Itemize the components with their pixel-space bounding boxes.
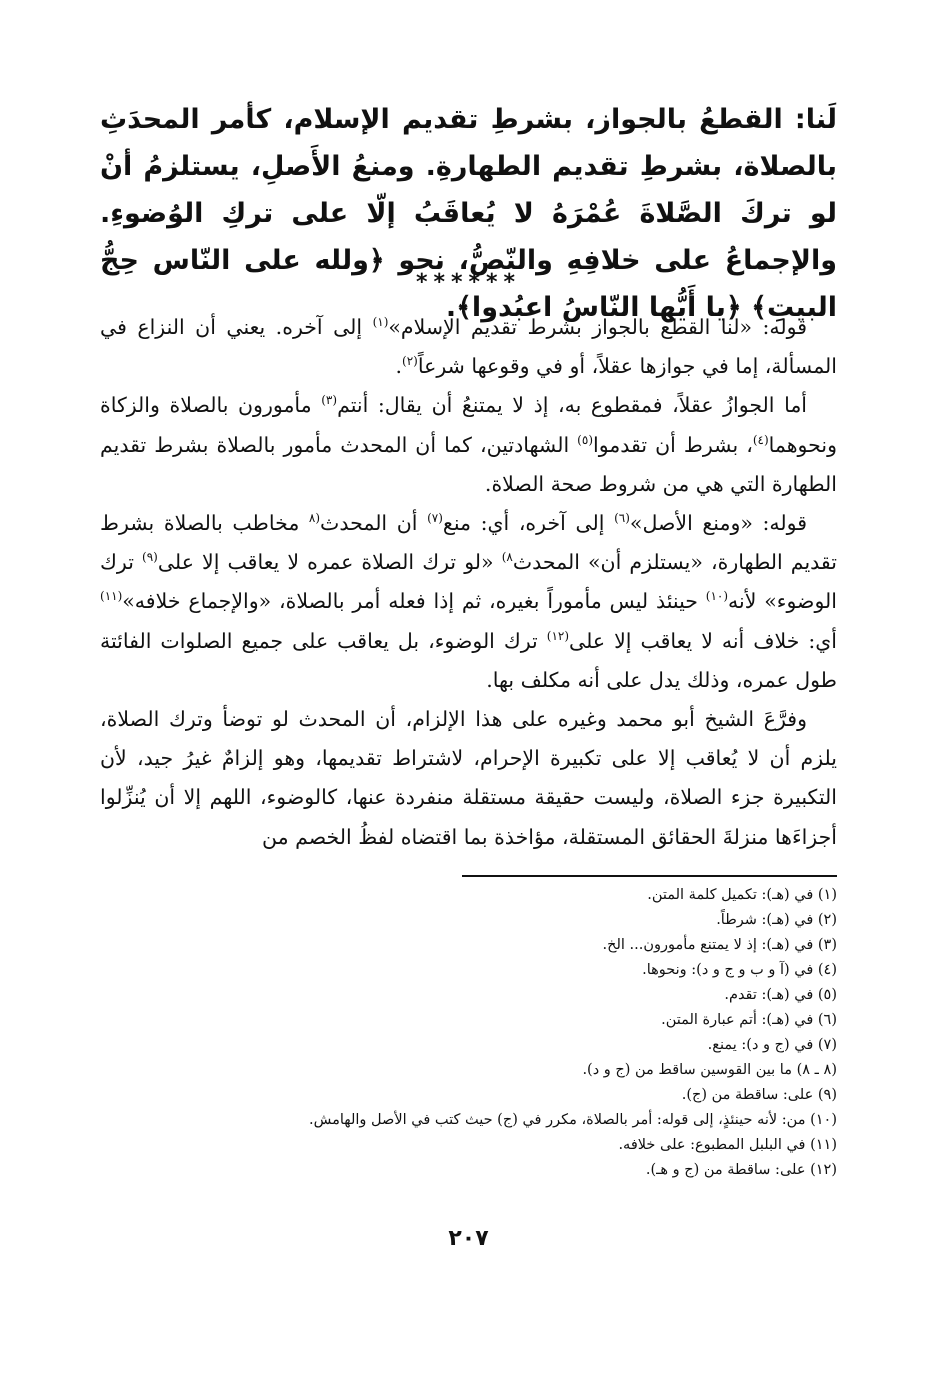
commentary-text: . — [395, 354, 403, 379]
footnote-item: (١) في (هـ): تكميل كلمة المتن. — [647, 887, 837, 903]
commentary-text: أي: خلاف أنه لا يعاقب إلا على — [569, 628, 838, 653]
footnote-ref: (٨ — [308, 511, 321, 526]
section-separator: ****** — [415, 270, 522, 295]
footnote-ref: (١٢) — [546, 628, 570, 643]
footnote-ref: (١) — [372, 315, 389, 330]
footnote-ref: (١١) — [100, 589, 123, 604]
commentary-paragraph-1 — [100, 308, 837, 386]
commentary-text: ، بشرط أن تقدموا — [593, 432, 753, 457]
footnote-ref: (٣) — [321, 393, 338, 408]
footnote-item: (٩) على: ساقطة من (ج). — [681, 1087, 837, 1103]
footnotes-list — [100, 883, 837, 1183]
matn-paragraph: لَنا: القطعُ بالجواز، بشرطِ تقديم الإسلام، كأمر المحدَثِ بالصلاة، بشرطِ تقديم الطهارةِ. ومنعُ الأَصلِ، يستلزمُ أنْ لو تركَ الصَّلاةَ عُمْرَهُ لا يُعاقَبُ إلّا على تركِ الوُضوءِ. والإجماعُ على خلافِهِ والنّصُّ، نحو ﴿ولله على النّاس حِجُّ البيتِ﴾ ﴿يا أَيُّها النّاسُ اعبُدوا﴾. — [100, 104, 837, 323]
commentary-paragraph-2 — [100, 386, 837, 504]
footnote-item: (٥) في (هـ): تقدم. — [724, 987, 837, 1003]
footnote-ref: (٢) — [402, 354, 418, 369]
commentary-paragraph-4: وفرَّعَ الشيخ أبو محمد وغيره على هذا الإلزام، أن المحدث لو توضأ وترك الصلاة، يلزم أن لا يُعاقب إلا على تكبيرة الإحرام، لاشتراط تقديمها، وهو إلزامٌ غيرُ جيد، لأن التكبيرة جزء الصلاة، وليست حقيقة مستقلة منفردة عنها، كالوضوء، اللهم إلا أن يُنزِّلوا أجزاءَها منزلةَ الحقائق المستقلة، مؤاخذة بما اقتضاه لفظُ الخصم من — [100, 707, 837, 849]
footnote-ref: (٩) — [142, 550, 158, 565]
commentary-text: مأمورون بالصلاة والزكاة ونحوهما — [100, 393, 837, 457]
footnote-ref: (٧) — [427, 511, 443, 526]
matn-text-block — [100, 96, 837, 331]
commentary-text: الشهادتين، كما أن المحدث مأمور بالصلاة بشرط تقديم الطهارة التي هي من شروط صحة الصلاة. — [100, 432, 837, 496]
commentary-text: ترك الوضوء» لأنه — [100, 550, 837, 614]
footnote-divider — [462, 875, 837, 877]
footnote-item: (٤) في (آ و ب و ج و د): ونحوها. — [642, 962, 837, 978]
commentary-text: أما الجوازُ عقلاً، فمقطوع به، إذ لا يمتنعُ أن يقال: أنتم — [337, 393, 807, 418]
commentary-text: حينئذ ليس مأموراً بغيره، ثم إذا فعله أمر بالصلاة، «والإجماع خلافه» — [122, 589, 706, 614]
page-number: ٢٠٧ — [448, 1226, 489, 1251]
footnote-item: (٧) في (ج و د): يمنع. — [707, 1037, 837, 1053]
footnote-ref: (٥) — [577, 432, 593, 447]
footnote-ref: ٨) — [501, 550, 513, 565]
commentary-text: «لو ترك الصلاة عمره لا يعاقب إلا على — [157, 550, 502, 575]
footnote-item: (١١) في البلبل المطبوع: على خلافه. — [618, 1137, 837, 1153]
commentary-text: إلى آخره، أي: منع — [442, 511, 615, 536]
footnote-item: (٦) في (هـ): أتم عبارة المتن. — [661, 1012, 837, 1028]
commentary-text: ترك الوضوء، بل يعاقب على جميع الصلوات الفائتة طول عمره، وذلك يدل على أنه مكلف بها. — [100, 628, 837, 692]
commentary-text: قوله: «لنا القطع بالجواز بشرط تقديم الإسلام» — [388, 315, 807, 339]
footnote-ref: (١٠) — [705, 589, 729, 604]
commentary-paragraph-3 — [100, 504, 837, 700]
commentary-text: قوله: «ومنع الأصل» — [629, 511, 808, 536]
commentary-text: مخاطب بالصلاة بشرط تقديم الطهارة، «يستلزم أن» المحدث — [100, 511, 837, 575]
footnote-ref: (٤) — [752, 432, 769, 447]
commentary-text: إلى آخره. يعني أن النزاع في المسألة، إما في جوازها عقلاً، أو في وقوعها شرعاً — [100, 315, 837, 379]
footnote-item: (٨ ـ ٨) ما بين القوسين ساقط من (ج و د). — [582, 1062, 837, 1078]
footnote-item: (١٢) على: ساقطة من (ج و هـ). — [645, 1162, 837, 1178]
footnote-item: (٣) في (هـ): إذ لا يمتنع مأمورون... الخ. — [602, 937, 837, 953]
footnote-ref: (٦) — [614, 511, 630, 526]
footnote-item: (٢) في (هـ): شرطاً. — [716, 912, 837, 928]
footnote-item: (١٠) من: لأنه حينئذٍ، إلى قوله: أمر بالصلاة، مكرر في (ج) حيث كتب في الأصل والهامش. — [309, 1112, 837, 1128]
commentary-block — [100, 308, 837, 857]
commentary-text: أن المحدث — [320, 511, 428, 536]
